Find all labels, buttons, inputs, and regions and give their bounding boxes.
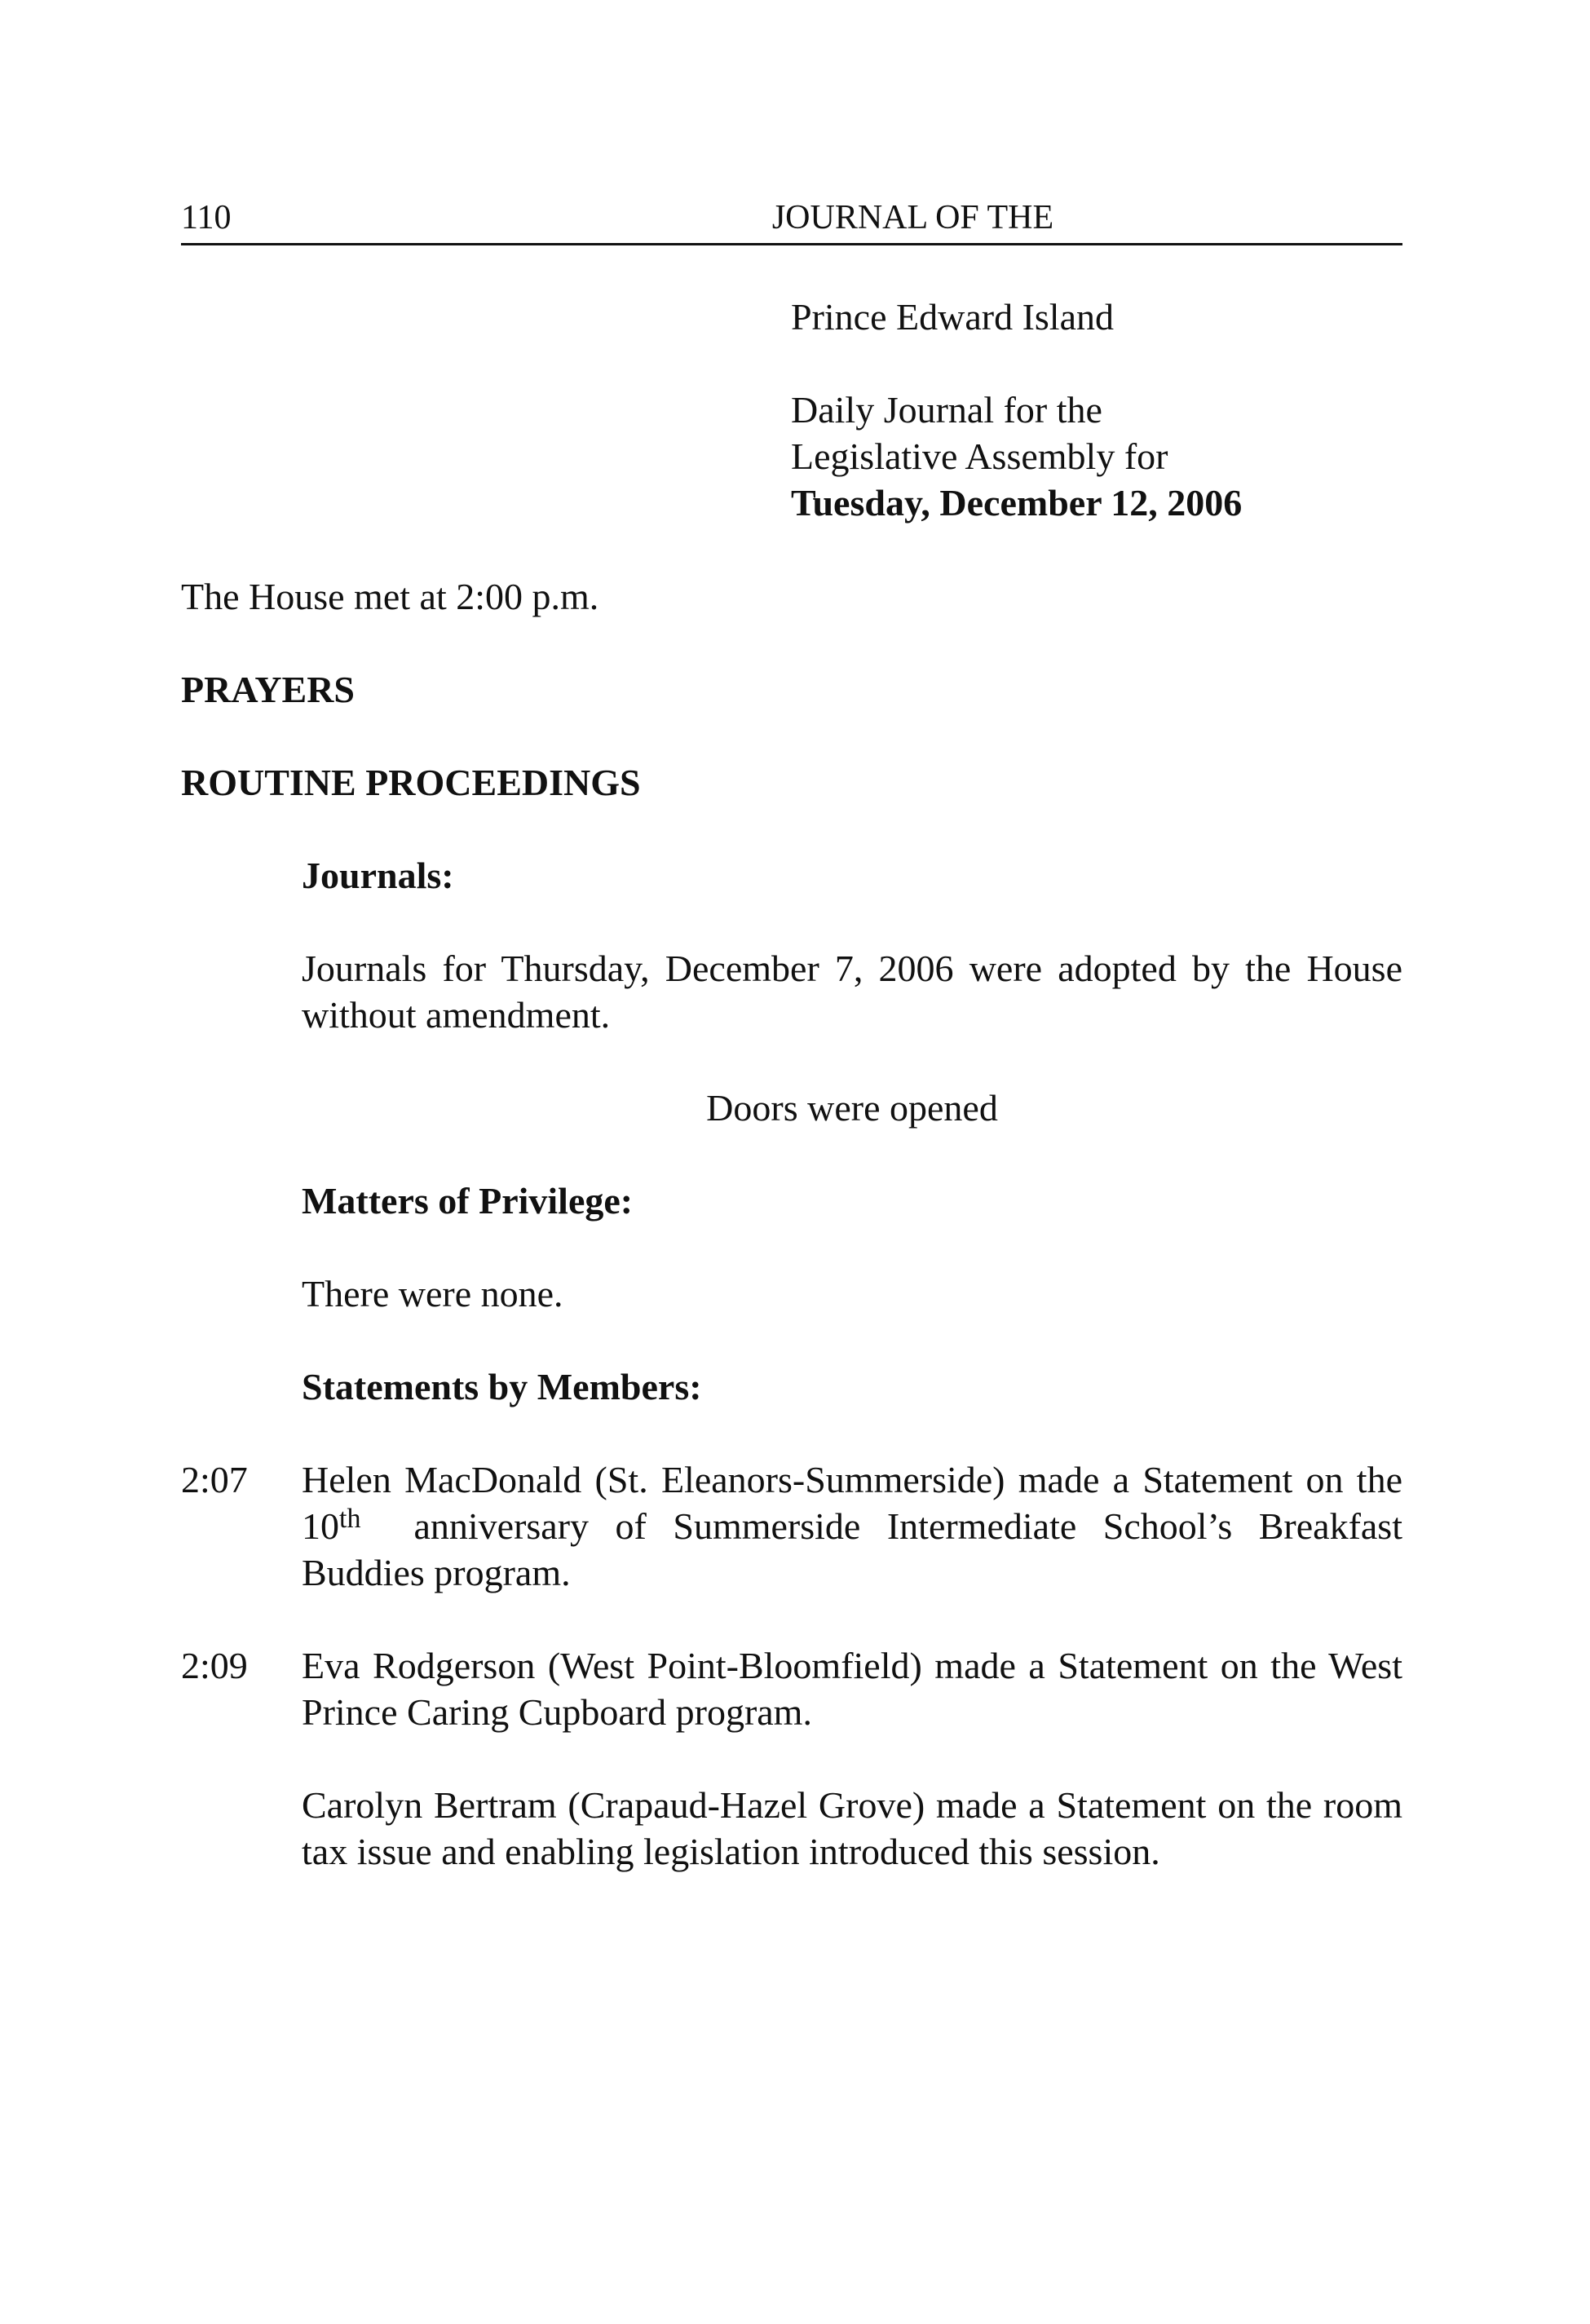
prayers-heading: PRAYERS (181, 669, 356, 710)
statement-text-continued: anniversary of Summerside Intermediate School’s Breakfast Buddies program. (302, 1505, 1412, 1593)
privilege-text: There were none. (302, 1273, 563, 1314)
statements-heading: Statements by Members: (302, 1366, 702, 1407)
journal-subtitle-line-2: Legislative Assembly for (791, 435, 1168, 477)
house-met-text: The House met at 2:00 p.m. (181, 576, 599, 617)
sitting-date: Tuesday, December 12, 2006 (791, 482, 1243, 524)
province-name: Prince Edward Island (791, 296, 1114, 338)
routine-proceedings-heading: ROUTINE PROCEEDINGS (181, 762, 641, 803)
statement-text: Helen MacDonald (St. Eleanors-Summerside) made a Statement on the 10 (302, 1459, 1402, 1547)
title-block (791, 294, 1242, 526)
doors-opened-text: Doors were opened (706, 1087, 998, 1129)
page-number: 110 (181, 199, 232, 236)
statement-paragraph (302, 1456, 1412, 1596)
statement-paragraph: Carolyn Bertram (Crapaud-Hazel Grove) made a Statement on the room tax issue and enabling legislation introduced this session. (302, 1784, 1402, 1872)
running-header (181, 196, 1402, 245)
journals-heading: Journals: (302, 855, 454, 896)
statement-paragraph: Eva Rodgerson (West Point-Bloomfield) made a Statement on the West Prince Caring Cupboard program. (302, 1645, 1402, 1733)
statement-time: 2:07 (181, 1459, 248, 1500)
journal-title: JOURNAL OF THE (771, 199, 1054, 236)
ordinal-superscript: th (339, 1504, 361, 1534)
privilege-heading: Matters of Privilege: (302, 1180, 634, 1222)
journal-subtitle-line-1: Daily Journal for the (791, 389, 1102, 431)
statement-time: 2:09 (181, 1645, 248, 1686)
journals-paragraph: Journals for Thursday, December 7, 2006 were adopted by the House without amendment. (302, 948, 1402, 1036)
